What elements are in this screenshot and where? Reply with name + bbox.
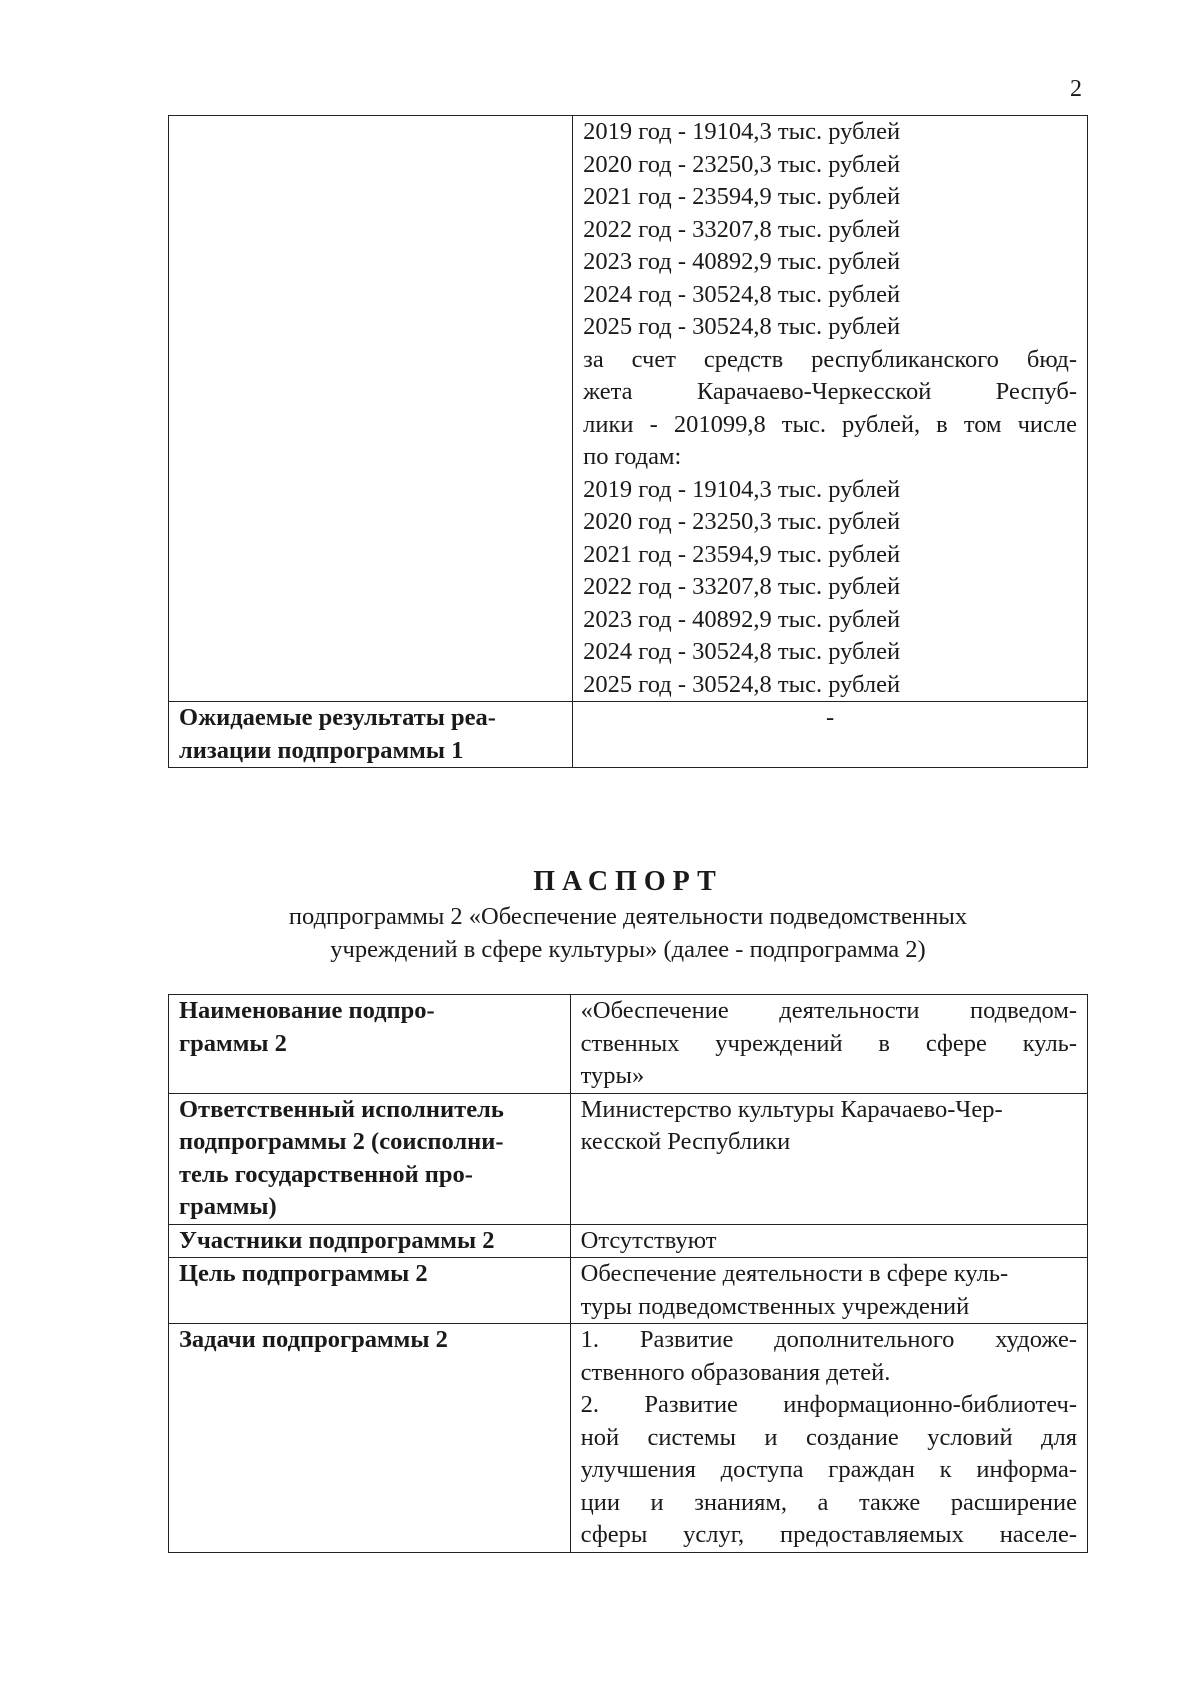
row-label	[169, 1224, 571, 1258]
funding-line: 2023 год - 40892,9 тыс. рублей	[583, 248, 901, 275]
row-value	[570, 1324, 1087, 1553]
row-value-line: «Обеспечение деятельности подведом-	[580, 997, 1077, 1024]
row-label	[169, 1093, 571, 1224]
funding-line: 2021 год - 23594,9 тыс. рублей	[583, 540, 901, 568]
row-value-line: туры»	[580, 1062, 645, 1089]
page-number: 2	[1070, 76, 1082, 102]
funding-line: 2019 год - 19104,3 тыс. рублей	[583, 475, 901, 503]
row-label-line: Наименование подпро-	[179, 997, 435, 1024]
funding-line: 2025 год - 30524,8 тыс. рублей	[583, 313, 901, 340]
funding-label-cell	[169, 116, 573, 702]
row-value	[570, 1093, 1087, 1224]
passport-title: ПАСПОРТ	[533, 866, 723, 897]
row-value-line: сферы услуг, предоставляемых населе-	[580, 1521, 1077, 1548]
funding-line: 2024 год - 30524,8 тыс. рублей	[583, 638, 901, 665]
row-value-line: Отсутствуют	[580, 1226, 717, 1254]
row-label-line: подпрограммы 2 (соисполни-	[179, 1128, 504, 1155]
funding-line: 2024 год - 30524,8 тыс. рублей	[583, 280, 901, 308]
row-label-line: Участники подпрограммы 2	[179, 1226, 495, 1254]
passport-subtitle-line: подпрограммы 2 «Обеспечение деятельности подведомственных	[288, 903, 968, 930]
passport-row-name	[169, 995, 1088, 1094]
funding-table	[168, 115, 1088, 768]
passport-subtitle	[168, 900, 1088, 966]
funding-line: 2020 год - 23250,3 тыс. рублей	[583, 150, 901, 178]
row-value-line: Обеспечение деятельности в сфере куль-	[580, 1260, 1009, 1287]
row-value-line: улучшения доступа граждан к информа-	[580, 1456, 1077, 1483]
funding-line: 2020 год - 23250,3 тыс. рублей	[583, 508, 901, 535]
row-label-line: Задачи подпрограммы 2	[179, 1326, 448, 1353]
row-label	[169, 1258, 571, 1324]
row-label-line: тель государственной про-	[179, 1160, 473, 1188]
funding-line: 2019 год - 19104,3 тыс. рублей	[583, 118, 901, 145]
row-value	[570, 1224, 1087, 1258]
row-value-line: кесской Республики	[580, 1128, 791, 1155]
row-value-line: ственных учреждений в сфере куль-	[580, 1029, 1077, 1057]
row-value-line: 1. Развитие дополнительного художе-	[580, 1326, 1077, 1353]
funding-line: 2023 год - 40892,9 тыс. рублей	[583, 605, 901, 633]
passport-row-participants	[169, 1224, 1088, 1258]
passport-table	[168, 994, 1088, 1553]
row-label	[169, 1324, 571, 1553]
expected-results-label-line: лизации подпрограммы 1	[179, 736, 464, 764]
row-value	[570, 995, 1087, 1094]
budget-text-line: по годам:	[583, 443, 682, 470]
row-label-line: граммы)	[179, 1193, 277, 1220]
row-value-line: ции и знаниям, а также расширение	[580, 1488, 1077, 1516]
expected-results-label-line: Ожидаемые результаты реа-	[179, 704, 496, 731]
row-label-line: граммы 2	[179, 1029, 287, 1057]
row-label-line: Цель подпрограммы 2	[179, 1260, 428, 1287]
row-value-line: ной системы и создание условий для	[580, 1423, 1077, 1451]
passport-row-executor	[169, 1093, 1088, 1224]
passport-row-goal	[169, 1258, 1088, 1324]
funding-line: 2022 год - 33207,8 тыс. рублей	[583, 573, 901, 600]
row-value	[570, 1258, 1087, 1324]
row-label	[169, 995, 571, 1094]
budget-text-line: лики - 201099,8 тыс. рублей, в том числе	[583, 410, 1077, 438]
expected-results-value: -	[573, 702, 1088, 768]
funding-line: 2021 год - 23594,9 тыс. рублей	[583, 183, 901, 210]
row-label-line: Ответственный исполнитель	[179, 1095, 504, 1123]
funding-line: 2022 год - 33207,8 тыс. рублей	[583, 215, 901, 243]
budget-text-line: за счет средств республиканского бюд-	[583, 345, 1077, 373]
passport-row-tasks	[169, 1324, 1088, 1553]
expected-results-label	[169, 702, 573, 768]
passport-subtitle-line: учреждений в сфере культуры» (далее - подпрограмма 2)	[330, 936, 926, 963]
funding-row	[169, 116, 1088, 702]
budget-text-line: жета Карачаево-Черкесской Респуб-	[583, 378, 1077, 405]
funding-value-cell	[573, 116, 1088, 702]
funding-line: 2025 год - 30524,8 тыс. рублей	[583, 670, 901, 698]
row-value-line: ственного образования детей.	[580, 1358, 891, 1386]
row-value-line: 2. Развитие информационно-библиотеч-	[580, 1391, 1077, 1418]
expected-results-row	[169, 702, 1088, 768]
row-value-line: Министерство культуры Карачаево-Чер-	[580, 1095, 1003, 1123]
row-value-line: туры подведомственных учреждений	[580, 1292, 970, 1320]
